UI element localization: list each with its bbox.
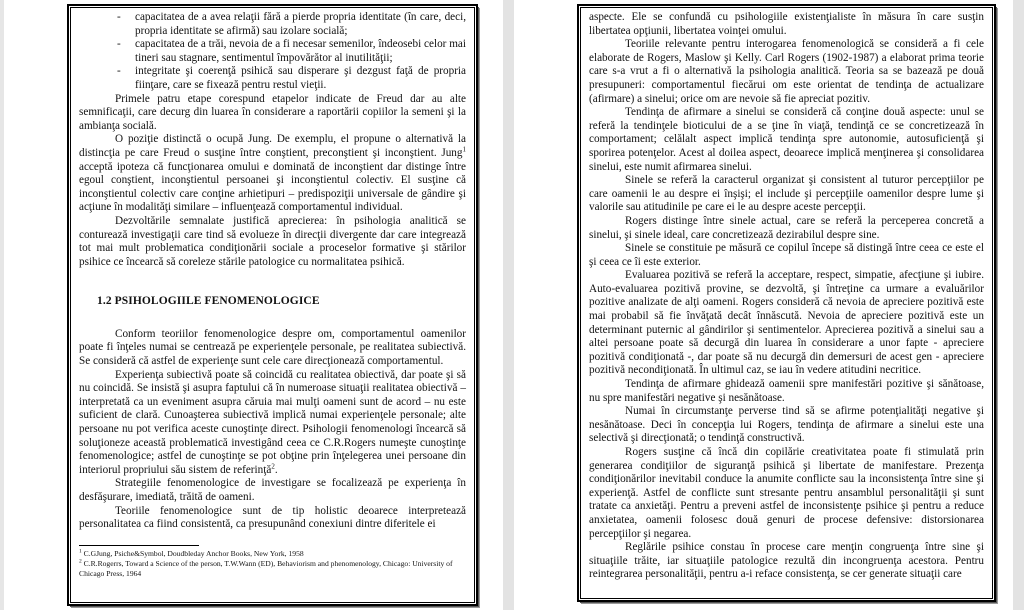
bullet-dash: - <box>117 65 121 78</box>
bullet-text: capacitatea de a trăi, nevoia de a fi necesar semenilor, îndeosebi celor mai tineri sau stagnare, sentimentul împovărător al inutilităţii; <box>135 38 466 64</box>
paragraph: Conform teoriilor fenomenologice despre om, comportamentul oamenilor poate fi înţeles numai se centrează pe experienţele personale, pe realitatea subiectivă. Se consideră că astfel de experienţe sunt cele care direcţionează comportamentul. <box>79 327 466 368</box>
paragraph: Teoriile fenomenologice sunt de tip holistic deoarece interpretează personalitatea ca fiind consistentă, ca presupunând conexiuni dintre diferitele ei <box>79 504 466 531</box>
footnote-text: C.GJung, Psiche&Symbol, Doudbleday Anchor Books, New York, 1958 <box>81 548 304 558</box>
paragraph: Reglările psihice constau în procese care menţin congruenţa între sine şi situaţiile trăite, iar situaţiile patologice rezultă din incongruenţa acestora. Pentru reintegrarea personalităţii, pentru a-i reface consistenţa, se cer generate situaţii care <box>589 541 984 581</box>
paragraph-text: acceptă ipoteza că funcţionarea omului e dominată de inconştient dar distinge între egoul conştient, inconştientul persoanei şi inconştientul colectiv. El susţine că inconştientul colectiv care conţine arhietipuri – predispoziţii universale de gândire şi acţiune în modalităţi similare – influenţează comportamentul individual. <box>79 160 466 214</box>
page-right <box>514 0 1013 610</box>
section-heading: 1.2 PSIHOLOGIILE FENOMENOLOGICE <box>97 295 320 308</box>
footnote-number: 2 <box>79 558 82 565</box>
paragraph-continuation: aspecte. Ele se confundă cu psihologiile existenţialiste în măsura în care susţin libertatea opţiunii, libertatea voinţei omului. <box>589 11 984 37</box>
bullet-item <box>79 38 466 65</box>
page-gutter <box>503 0 514 610</box>
footnote-number: 1 <box>79 548 82 555</box>
paragraph-jung <box>79 133 466 215</box>
paragraph: Rogers distinge între sinele actual, care se referă la perceperea concretă a sinelui, şi sinele ideal, care concretizează dezirabilul despre sine. <box>589 214 984 241</box>
paragraph: Sinele se constituie pe măsură ce copilul începe să distingă între ceea ce este el şi ceea ce îi este exterior. <box>589 242 984 268</box>
footnote-2 <box>79 559 466 579</box>
footnote-1 <box>79 549 466 559</box>
paragraph: Strategiile fenomenologice de investigare se focalizează pe experienţa în desfăşurare, imediată, trăită de oameni. <box>79 477 466 503</box>
paragraph: Tendinţa de afirmare a sinelui se consideră că conţine două aspecte: unul se referă la tendinţele bioticului de a se ţine în viaţă, tendinţă ce se concretizează în comportament; celălalt aspect implică tendinţa spre autonomie, autosuficienţă şi sporirea potenţelor. Acest al doilea aspect, deoarece implică menţinerea şi consolidarea sinelui, este numit afirmarea sinelui. <box>589 106 984 173</box>
viewer-scroll-track[interactable] <box>1013 0 1024 610</box>
bullet-text: integritate şi coerenţă psihică sau disperare şi dezgust faţă de propria fiinţare, care se fixează pentru restul vieţii. <box>135 65 466 91</box>
page-border-frame <box>68 5 477 605</box>
paragraph: Dezvoltările semnalate justifică aprecierea: în psihologia analitică se conturează investigaţii care tind să evolueze în direcţii divergente dar care integrează tot mai mult problematica condiţionării sociale a proceselor formative şi stărilor psihice ce încearcă să coreleze stările patologice cu normalitatea psihică. <box>79 214 466 268</box>
bullet-dash: - <box>117 38 121 51</box>
bullet-text: capacitatea de a avea relaţii fără a pierde propria identitate (în care, deci, propria identitate se afirmă) sau izolare socială; <box>135 11 466 37</box>
paragraph: Primele patru etape corespund etapelor indicate de Freud dar au alte semnificaţii, care decurg din luarea în considerare a raportării copiilor la semeni şi la ambianţa socială. <box>79 92 466 132</box>
page-border-frame <box>578 5 995 601</box>
paragraph: Tendinţa de afirmare ghidează oamenii spre manifestări pozitive şi sănătoase, nu spre manifestări negative şi nesănătoase. <box>589 378 984 404</box>
paragraph: Evaluarea pozitivă se referă la acceptare, respect, simpatie, afecţiune şi iubire. Auto-evaluarea pozitivă provine, se dezvoltă, şi întreţine ca urmare a evaluărilor pozitive analizate de alţi oameni. Rogers consideră că nevoia de apreciere pozitivă este mai probabil să fie învăţată decât înnăscută. Nevoia de apreciere pozitivă este un determinant puternic al gândirilor şi sentimentelor. Aprecierea pozitivă a sinelui sau a altei persoane poate să decurgă din luarea în considerare a unor fapte - apreciere pozitivă condiţionată -, dar poate să nu decurgă din demersuri de acest gen - apreciere pozitivă necondiţionată. În ultimul caz, se iau în vedere atitudini necritice. <box>589 269 984 377</box>
paragraph: Numai în circumstanţe perverse tind să se afirme potenţialităţi negative şi nesănătoase. Deci în concepţia lui Rogers, tendinţa de afirmare a sinelui este una selectivă şi direcţionată; o tendinţă constructivă. <box>589 405 984 445</box>
page-text-body <box>79 11 466 579</box>
page-left <box>4 0 503 610</box>
footnote-separator <box>79 545 199 546</box>
footnote-ref-2[interactable]: 2 <box>271 462 275 471</box>
footnote-text: C.R.Rogerrs, Toward a Science of the person, T.W.Wann (ED), Behaviorism and phenomenology, Chicago: University of Chicago Press, 1964 <box>79 558 453 578</box>
paragraph: Rogers susţine că încă din copilărie creativitatea poate fi stimulată prin generarea condiţiilor de siguranţă psihică şi libertate de manifestare. Prezenţa condiţionărilor inevitabil conduce la anumite conflicte sau la inconsistenţa între sine şi experienţă. Astfel de conflicte sunt stresante pentru ansamblul personalităţii şi sunt tratate ca anxietăţi. Pentru a preveni astfel de inconsistenţe psihice şi pentru a reduce anxietatea, oamenii folosesc două genuri de procese defensive: distorsionarea percepţiilor şi negarea. <box>589 446 984 540</box>
paragraph: Teoriile relevante pentru interogarea fenomenologică se consideră a fi cele elaborate de Rogers, Maslow şi Kelly. Carl Rogers (1902-1987) a elaborat prima teorie care s-a vrut a fi o alternativă la psihologia analitică. Teoria sa se bazează pe două presupuneri: comportamentul fiecărui om este orientat de tendinţa de actualizare (afirmare) a sinelui; orice om are nevoie să fie apreciat pozitiv. <box>589 38 984 105</box>
paragraph-text: Experienţa subiectivă poate să coincidă cu realitatea obiectivă, dar poate şi să nu coincidă. Se insistă şi asupra faptului că în numeroase situaţii realitatea obiectivă – interpretată ca un eveniment asupra căruia mai mulţi oameni sunt de acord – nu este suficient de clară. Cunoaşterea subiectivă implică numai experienţele personale; alte persoane nu pot verifica aceste cunoştinţe direct. Psihologii fenomenologi încearcă să soluţioneze această problematică investigând ceea ce C.R.Rogers numeşte cunoştinţe fenomenologice; astfel de cunoştinţe se pot obţine prin înţelegerea unei persoane din interiorul propriului său sistem de referinţă <box>79 368 466 476</box>
punctuation: . <box>274 463 278 476</box>
bullet-dash: - <box>117 11 121 23</box>
bullet-item <box>79 11 466 38</box>
bullet-item <box>79 65 466 92</box>
paragraph: Sinele se referă la caracterul organizat şi consistent al tuturor percepţiilor pe care oamenii le au despre ei înşişi; el include şi percepţiile oamenilor despre lume şi valorile sau atitudinile pe care ei le au despre aceste percepţii. <box>589 174 984 214</box>
page-text-body <box>589 11 984 582</box>
paragraph-rogers-knowledge <box>79 369 466 478</box>
paragraph-text: O poziţie distinctă o ocupă Jung. De exemplu, el propune o alternativă la distincţia pe care Freud o susţine între conştient, preconştient şi inconştient. Jung <box>79 133 466 159</box>
footnote-ref-1[interactable]: 1 <box>462 145 466 154</box>
